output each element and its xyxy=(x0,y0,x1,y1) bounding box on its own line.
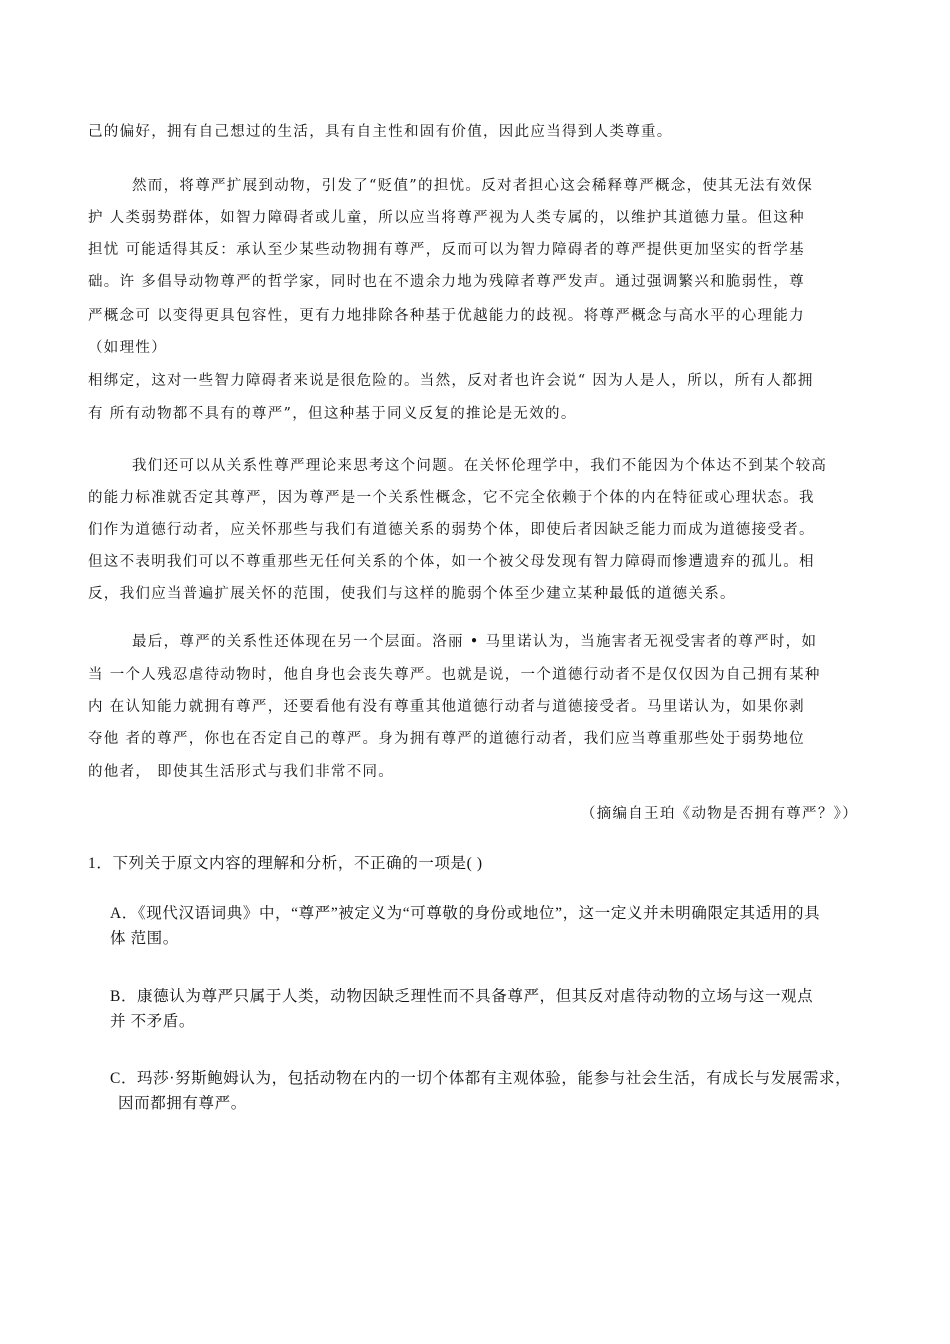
option-a-line2: 体 范围。 xyxy=(110,930,179,947)
passage-line: 严概念可 以变得更具包容性，更有力地排除各种基于优越能力的歧视。将尊严概念与高水平的心理能力 xyxy=(88,308,805,324)
passage-line: 相绑定，这对一些智力障碍者来说是很危险的。当然，反对者也许会说“ 因为人是人，所以，所有人都拥 xyxy=(88,373,814,389)
option-b-line1: B．康德认为尊严只属于人类，动物因缺乏理性而不具备尊严，但其反对虐待动物的立场与这一观点 xyxy=(110,988,814,1005)
question-stem: 1．下列关于原文内容的理解和分析，不正确的一项是( ) xyxy=(88,855,483,872)
option-c-line2: 因而都拥有尊严。 xyxy=(118,1095,247,1112)
passage-line: 己的偏好，拥有自己想过的生活，具有自主性和固有价值，因此应当得到人类尊重。 xyxy=(88,124,673,140)
option-b-line2: 并 不矛盾。 xyxy=(110,1013,195,1030)
passage-source: （摘编自王珀《动物是否拥有尊严？》） xyxy=(580,806,858,822)
passage-line: 但这不表明我们可以不尊重那些无任何关系的个体，如一个被父母发现有智力障碍而惨遭遗弃的孤儿。相 xyxy=(88,554,815,570)
passage-line: 反，我们应当普遍扩展关怀的范围，使我们与这样的脆弱个体至少建立某种最低的道德关系。 xyxy=(88,586,736,602)
passage-line: 们作为道德行动者，应关怀那些与我们有道德关系的弱势个体，即使后者因缺乏能力而成为道德接受者。 xyxy=(88,522,815,538)
passage-line: 础。许 多倡导动物尊严的哲学家，同时也在不遗余力地为残障者尊严发声。通过强调繁兴和脆弱性，尊 xyxy=(88,274,805,290)
option-a-line1: A．《现代汉语词典》中，“尊严”被定义为“可尊敬的身份或地位”，这一定义并未明确限定其适用的具 xyxy=(110,905,821,922)
passage-line: （如理性） xyxy=(88,340,167,356)
passage-line: 最后，尊严的关系性还体现在另一个层面。洛丽 • 马里诺认为，当施害者无视受害者的尊严时，如 xyxy=(132,634,818,650)
passage-line: 当 一个人残忍虐待动物时，他自身也会丧失尊严。也就是说，一个道德行动者不是仅仅因为自己拥有某种 xyxy=(88,667,821,683)
passage-line: 然而，将尊严扩展到动物，引发了“贬值”的担忧。反对者担心这会稀释尊严概念，使其无法有效保 xyxy=(132,178,814,194)
passage-line: 我们还可以从关系性尊严理论来思考这个问题。在关怀伦理学中，我们不能因为个体达不到某个较高 xyxy=(132,458,828,474)
option-c-line1: C．玛莎·努斯鲍姆认为，包括动物在内的一切个体都有主观体验，能参与社会生活，有成长与发展需求， xyxy=(110,1070,852,1087)
passage-line: 有 所有动物都不具有的尊严”，但这种基于同义反复的推论是无效的。 xyxy=(88,406,577,422)
passage-line: 护 人类弱势群体，如智力障碍者或儿童，所以应当将尊严视为人类专属的，以维护其道德力量。但这种 xyxy=(88,210,805,226)
passage-line: 内 在认知能力就拥有尊严，还要看他有没有尊重其他道德行动者与道德接受者。马里诺认为，如果你剥 xyxy=(88,699,805,715)
passage-line: 担忧 可能适得其反：承认至少某些动物拥有尊严，反而可以为智力障碍者的尊严提供更加坚实的哲学基 xyxy=(88,242,805,258)
passage-line: 夺他 者的尊严，你也在否定自己的尊严。身为拥有尊严的道德行动者，我们应当尊重那些处于弱势地位 xyxy=(88,731,805,747)
passage-line: 的他者， 即使其生活形式与我们非常不同。 xyxy=(88,764,395,780)
passage-line: 的能力标准就否定其尊严，因为尊严是一个关系性概念，它不完全依赖于个体的内在特征或心理状态。我 xyxy=(88,490,815,506)
